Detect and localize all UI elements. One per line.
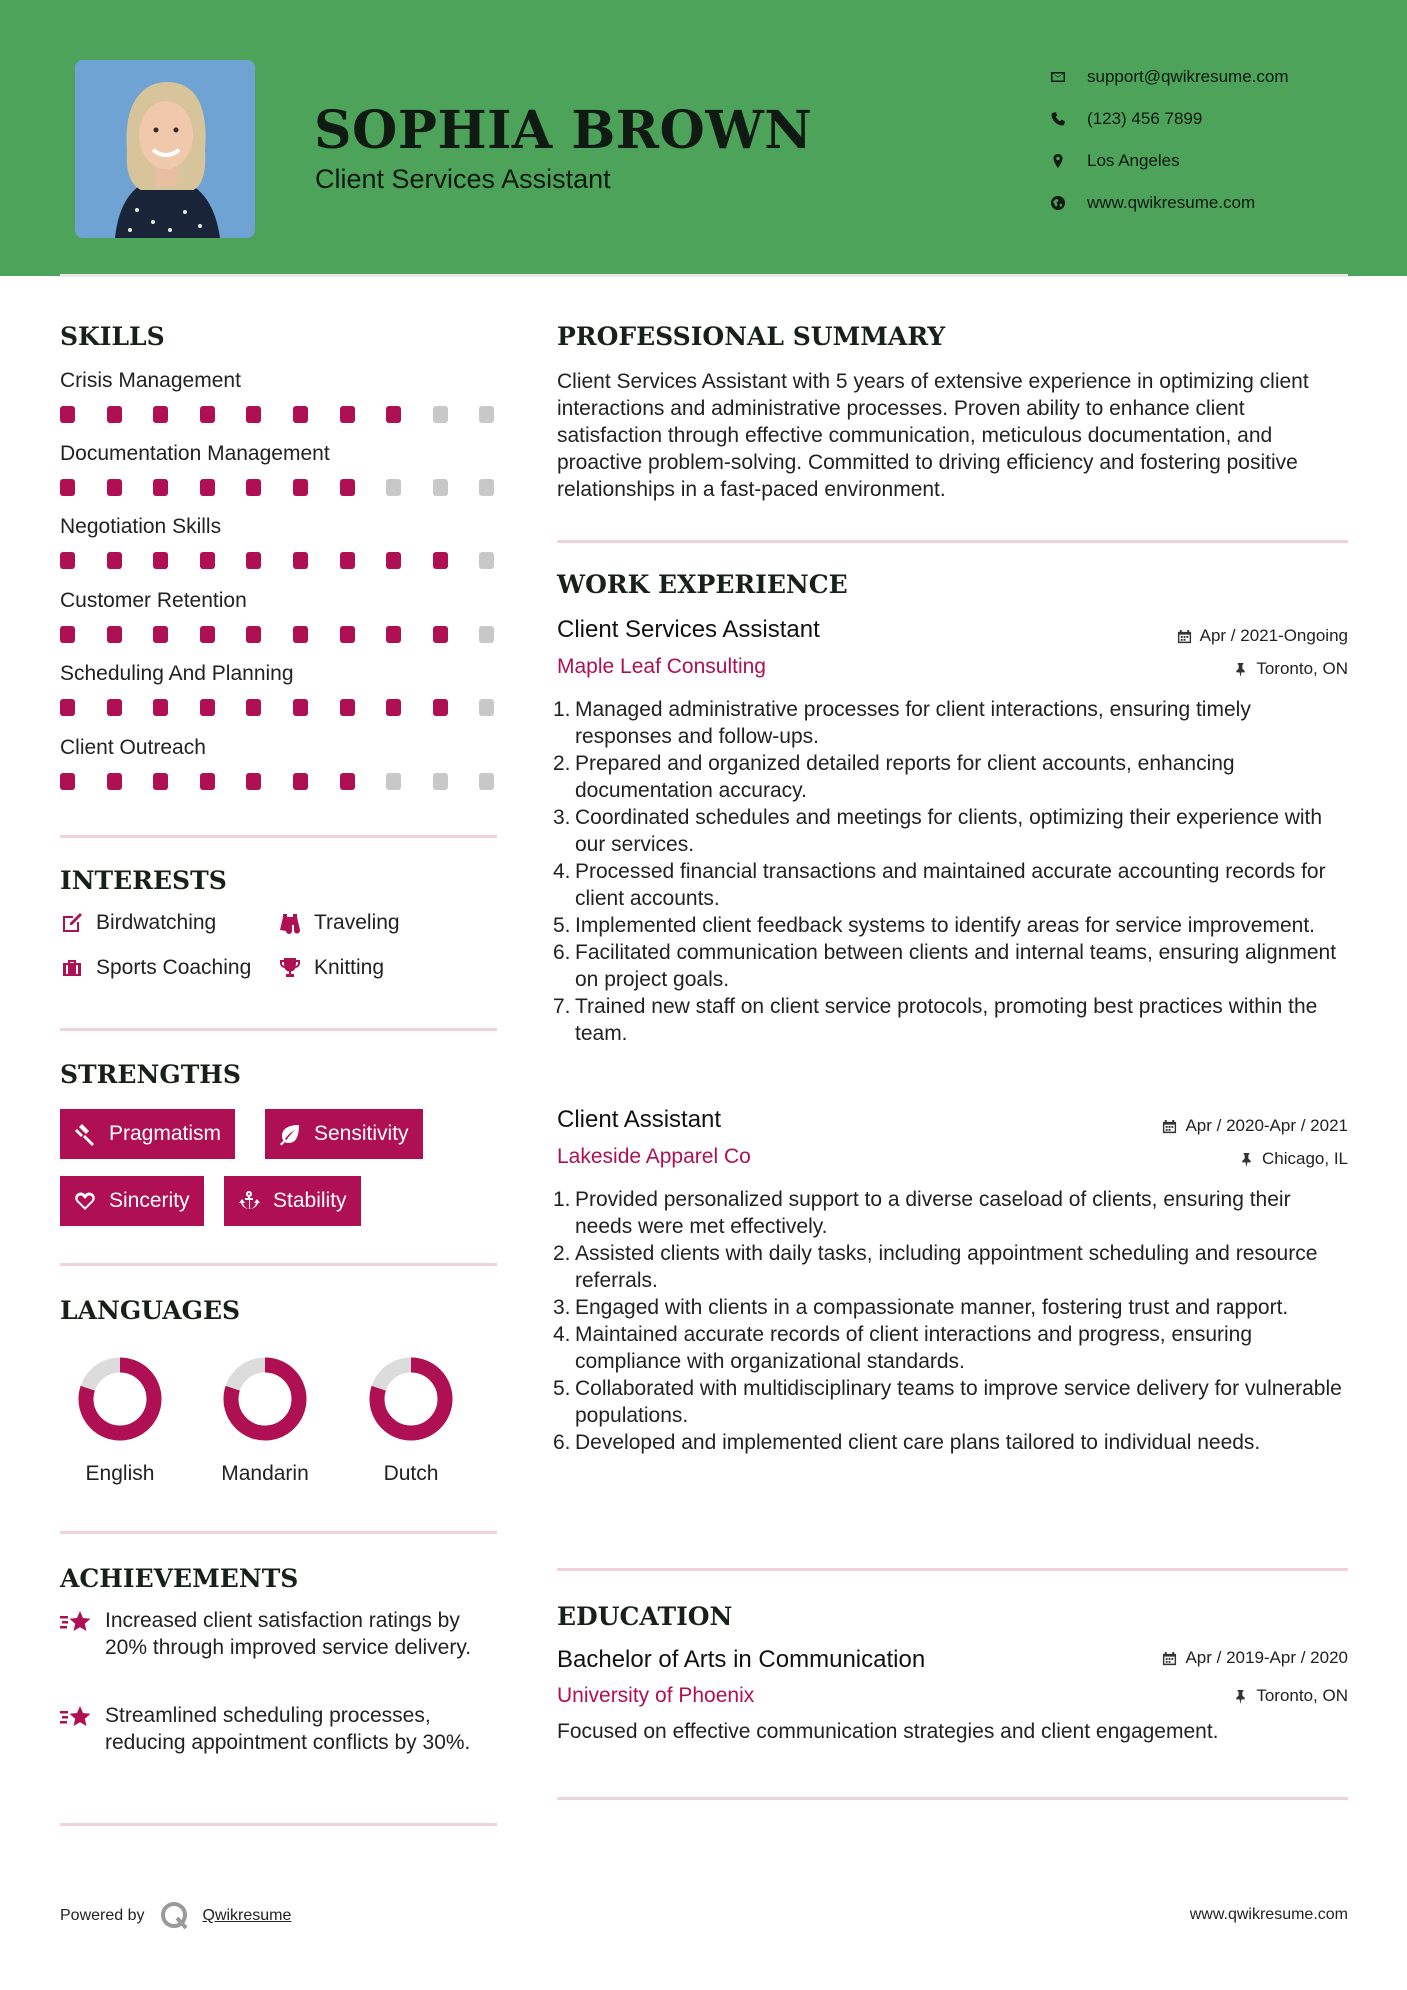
qwikresume-logo-icon — [159, 1900, 191, 1932]
responsibility-item — [553, 993, 1347, 1047]
responsibility-text: Coordinated schedules and meetings for clients, optimizing their experience with our services. — [575, 806, 1323, 856]
responsibility-number: 3. — [553, 1296, 571, 1319]
gavel-icon — [73, 1122, 97, 1146]
skill-dot-filled — [107, 626, 122, 643]
pushpin-icon — [1233, 1689, 1248, 1704]
job-dates — [1177, 626, 1348, 646]
contact-email[interactable] — [1050, 56, 1390, 98]
language-item — [195, 1356, 335, 1486]
skills-heading: SKILLS — [60, 322, 165, 351]
leaf-icon — [278, 1122, 302, 1146]
skill-dot-empty — [386, 773, 401, 790]
strength-chip — [265, 1109, 423, 1159]
achievement-item — [60, 1607, 490, 1661]
skill-dot-filled — [386, 406, 401, 423]
strength-label: Pragmatism — [109, 1122, 222, 1145]
strength-chip — [224, 1176, 361, 1226]
calendar-icon — [1162, 1119, 1177, 1134]
interest-item — [278, 956, 384, 980]
star-icon — [60, 1705, 92, 1729]
experience-heading: WORK EXPERIENCE — [557, 570, 848, 599]
responsibility-text: Assisted clients with daily tasks, including appointment scheduling and resource referrals. — [575, 1242, 1318, 1292]
education-heading: EDUCATION — [557, 1602, 733, 1631]
responsibility-text: Maintained accurate records of client interactions and progress, ensuring compliance with organizational standards. — [575, 1323, 1253, 1373]
skill-dot-filled — [107, 699, 122, 716]
skill-dot-empty — [479, 626, 494, 643]
language-donut — [368, 1356, 454, 1442]
skill-dot-filled — [60, 699, 75, 716]
responsibility-item — [553, 1429, 1347, 1456]
education-location-text: Toronto, ON — [1256, 1686, 1348, 1705]
skill-dot-filled — [386, 699, 401, 716]
skill-dot-filled — [153, 406, 168, 423]
header-banner — [0, 0, 1407, 276]
responsibility-number: 2. — [553, 1242, 571, 1265]
skill-dot-filled — [60, 479, 75, 496]
skill-dot-filled — [340, 626, 355, 643]
star-icon — [60, 1610, 92, 1634]
job-location — [1233, 659, 1348, 679]
interest-label: Knitting — [314, 956, 385, 979]
responsibility-item — [553, 1294, 1347, 1321]
candidate-role: Client Services Assistant — [315, 164, 611, 194]
skill-dot-empty — [433, 479, 448, 496]
skill-rating — [60, 773, 526, 790]
skill-dot-filled — [200, 773, 215, 790]
skill-dot-filled — [153, 552, 168, 569]
strength-chip — [60, 1176, 204, 1226]
skill-dot-filled — [246, 699, 261, 716]
skill-dot-filled — [386, 626, 401, 643]
education-dates-text: Apr / 2019-Apr / 2020 — [1185, 1648, 1348, 1667]
skill-dot-filled — [246, 406, 261, 423]
strength-chip — [60, 1109, 235, 1159]
skill-dot-filled — [60, 406, 75, 423]
job-responsibilities — [553, 1186, 1347, 1456]
skill-dot-empty — [386, 479, 401, 496]
skill-dot-filled — [433, 699, 448, 716]
job-dates-text: Apr / 2020-Apr / 2021 — [1185, 1116, 1348, 1135]
interest-label: Traveling — [314, 911, 400, 934]
skill-dot-filled — [107, 773, 122, 790]
skill-dot-filled — [153, 626, 168, 643]
responsibility-number: 4. — [553, 1323, 571, 1346]
responsibility-item — [553, 750, 1347, 804]
skill-dot-empty — [479, 479, 494, 496]
responsibility-item — [553, 1375, 1347, 1429]
responsibility-item — [553, 1186, 1347, 1240]
job-responsibilities — [553, 696, 1347, 1047]
responsibility-text: Developed and implemented client care plans tailored to individual needs. — [575, 1431, 1261, 1454]
interest-item — [60, 956, 251, 980]
anchor-icon — [237, 1189, 261, 1213]
skill-rating — [60, 479, 526, 496]
languages-heading: LANGUAGES — [60, 1296, 241, 1325]
responsibility-text: Processed financial transactions and maintained accurate accounting records for client accounts. — [575, 860, 1326, 910]
skill-dot-filled — [200, 479, 215, 496]
pencil-icon — [60, 911, 84, 935]
job-location — [1239, 1149, 1348, 1169]
responsibility-number: 5. — [553, 1377, 571, 1400]
responsibility-number: 2. — [553, 752, 571, 775]
skill-dot-filled — [153, 773, 168, 790]
header-divider — [60, 274, 1348, 277]
skill-dot-filled — [246, 479, 261, 496]
education-description: Focused on effective communication strategies and client engagement. — [557, 1720, 1219, 1743]
skill-dot-filled — [340, 479, 355, 496]
language-donut — [222, 1356, 308, 1442]
school-name: University of Phoenix — [557, 1684, 755, 1707]
contact-email-text: support@qwikresume.com — [1087, 67, 1289, 86]
company-name: Lakeside Apparel Co — [557, 1145, 751, 1168]
skill-dot-filled — [340, 773, 355, 790]
responsibility-text: Prepared and organized detailed reports for client accounts, enhancing documentation accuracy. — [575, 752, 1235, 802]
interest-item — [60, 911, 216, 935]
job-location-text: Toronto, ON — [1256, 659, 1348, 678]
skill-rating — [60, 626, 526, 643]
powered-by-text: Powered by — [60, 1907, 145, 1924]
interests-heading: INTERESTS — [60, 866, 227, 895]
responsibility-item — [553, 804, 1347, 858]
responsibility-text: Implemented client feedback systems to identify areas for service improvement. — [575, 914, 1315, 937]
skill-dot-filled — [293, 626, 308, 643]
responsibility-number: 6. — [553, 1431, 571, 1454]
responsibility-text: Provided personalized support to a diverse caseload of clients, ensuring their needs were met effectively. — [575, 1188, 1291, 1238]
skill-dot-filled — [433, 626, 448, 643]
skill-dot-filled — [107, 479, 122, 496]
language-item — [50, 1356, 190, 1486]
location-pin-icon — [1050, 153, 1087, 169]
skill-dot-empty — [479, 699, 494, 716]
responsibility-item — [553, 1240, 1347, 1294]
summary-heading: PROFESSIONAL SUMMARY — [557, 322, 946, 351]
skill-rating — [60, 406, 526, 423]
contact-location-text: Los Angeles — [1087, 151, 1180, 170]
skill-dot-filled — [107, 552, 122, 569]
skill-dot-filled — [153, 699, 168, 716]
section-divider — [557, 1568, 1348, 1571]
skill-dot-filled — [153, 479, 168, 496]
skill-dot-filled — [60, 626, 75, 643]
job-dates — [1162, 1116, 1348, 1136]
skill-dot-filled — [107, 406, 122, 423]
skill-rating — [60, 552, 526, 569]
education-location — [1233, 1686, 1348, 1706]
skill-dot-filled — [200, 699, 215, 716]
responsibility-text: Facilitated communication between clients and internal teams, ensuring alignment on project goals. — [575, 941, 1337, 991]
education-dates — [1162, 1648, 1348, 1668]
section-divider — [557, 1797, 1348, 1800]
skill-dot-filled — [340, 699, 355, 716]
skill-dot-filled — [386, 552, 401, 569]
job-dates-text: Apr / 2021-Ongoing — [1199, 626, 1348, 645]
footer-website-link[interactable]: www.qwikresume.com — [1189, 1906, 1348, 1923]
contact-location — [1050, 140, 1390, 182]
achievement-item — [60, 1702, 490, 1756]
responsibility-number: 6. — [553, 941, 571, 964]
section-divider — [60, 1263, 497, 1266]
responsibility-item — [553, 939, 1347, 993]
skill-name: Scheduling And Planning — [60, 662, 294, 685]
contact-phone[interactable] — [1050, 98, 1390, 140]
achievements-heading: ACHIEVEMENTS — [60, 1564, 299, 1593]
trophy-icon — [278, 956, 302, 980]
responsibility-item — [553, 912, 1347, 939]
briefcase-icon — [60, 956, 84, 980]
section-divider — [60, 835, 497, 838]
skill-dot-filled — [340, 552, 355, 569]
strength-label: Sincerity — [109, 1189, 190, 1212]
skill-name: Client Outreach — [60, 736, 206, 759]
responsibility-number: 5. — [553, 914, 571, 937]
responsibility-item — [553, 858, 1347, 912]
skill-dot-filled — [200, 552, 215, 569]
skill-dot-filled — [293, 406, 308, 423]
company-name: Maple Leaf Consulting — [557, 655, 766, 678]
responsibility-number: 7. — [553, 995, 571, 1018]
section-divider — [60, 1028, 497, 1031]
contact-phone-text: (123) 456 7899 — [1087, 109, 1203, 128]
section-divider — [60, 1823, 497, 1826]
responsibility-number: 1. — [553, 698, 571, 721]
language-item — [341, 1356, 481, 1486]
contact-list — [1050, 56, 1390, 224]
skill-dot-empty — [479, 552, 494, 569]
qwikresume-link[interactable]: Qwikresume — [202, 1907, 292, 1924]
heart-icon — [73, 1189, 97, 1213]
profile-photo-illustration — [75, 60, 255, 238]
skill-dot-filled — [200, 626, 215, 643]
job-title: Client Assistant — [557, 1106, 722, 1133]
language-donut — [77, 1356, 163, 1442]
calendar-icon — [1162, 1651, 1177, 1666]
section-divider — [60, 1531, 497, 1534]
strength-label: Sensitivity — [314, 1122, 409, 1145]
skill-dot-filled — [246, 773, 261, 790]
candidate-name: SOPHIA BROWN — [314, 100, 813, 161]
skill-rating — [60, 699, 526, 716]
skill-dot-filled — [200, 406, 215, 423]
interest-label: Sports Coaching — [96, 956, 252, 979]
skill-dot-filled — [293, 479, 308, 496]
skill-dot-filled — [293, 773, 308, 790]
degree-title: Bachelor of Arts in Communication — [557, 1646, 926, 1673]
achievement-text: Streamlined scheduling processes, reducing appointment conflicts by 30%. — [105, 1704, 471, 1754]
language-name: Mandarin — [221, 1462, 309, 1485]
contact-website-text: www.qwikresume.com — [1087, 193, 1256, 212]
skill-dot-empty — [479, 406, 494, 423]
skill-dot-filled — [246, 626, 261, 643]
responsibility-number: 3. — [553, 806, 571, 829]
skill-dot-filled — [60, 773, 75, 790]
responsibility-text: Trained new staff on client service protocols, promoting best practices within the team. — [575, 995, 1318, 1045]
strengths-heading: STRENGTHS — [60, 1060, 241, 1089]
skill-name: Negotiation Skills — [60, 515, 222, 538]
skill-dot-empty — [433, 406, 448, 423]
job-title: Client Services Assistant — [557, 616, 820, 643]
skill-dot-filled — [340, 406, 355, 423]
section-divider — [557, 540, 1348, 543]
contact-website[interactable] — [1050, 182, 1390, 224]
skill-name: Documentation Management — [60, 442, 330, 465]
responsibility-item — [553, 1321, 1347, 1375]
pushpin-icon — [1233, 662, 1248, 677]
job-location-text: Chicago, IL — [1262, 1149, 1348, 1168]
skill-dot-filled — [293, 552, 308, 569]
interest-label: Birdwatching — [96, 911, 217, 934]
responsibility-text: Engaged with clients in a compassionate manner, fostering trust and rapport. — [575, 1296, 1289, 1319]
language-name: Dutch — [383, 1462, 439, 1485]
profile-photo — [75, 60, 255, 238]
phone-icon — [1050, 111, 1087, 127]
envelope-icon — [1050, 69, 1087, 85]
responsibility-number: 1. — [553, 1188, 571, 1211]
skill-dot-empty — [433, 773, 448, 790]
achievement-text: Increased client satisfaction ratings by 20% through improved service delivery. — [105, 1609, 472, 1659]
skill-dot-filled — [293, 699, 308, 716]
skill-name: Crisis Management — [60, 369, 241, 392]
skill-dot-filled — [60, 552, 75, 569]
skill-dot-filled — [433, 552, 448, 569]
language-name: English — [85, 1462, 155, 1485]
skill-name: Customer Retention — [60, 589, 247, 612]
skill-dot-filled — [246, 552, 261, 569]
responsibility-number: 4. — [553, 860, 571, 883]
pushpin-icon — [1239, 1152, 1254, 1167]
footer-powered-by — [60, 1900, 291, 1932]
interest-item — [278, 911, 400, 935]
responsibility-text: Collaborated with multidisciplinary teams to improve service delivery for vulnerable populations. — [575, 1377, 1342, 1427]
calendar-icon — [1177, 629, 1192, 644]
responsibility-text: Managed administrative processes for client interactions, ensuring timely responses and follow-ups. — [575, 698, 1251, 748]
strength-label: Stability — [273, 1189, 347, 1212]
skill-dot-empty — [479, 773, 494, 790]
binoculars-icon — [278, 911, 302, 935]
summary-text: Client Services Assistant with 5 years of extensive experience in optimizing client interactions and administrative processes. Proven ability to enhance client satisfaction through effective communication, meticulous documentation, and proactive problem-solving. Committed to driving efficiency and fostering positive relationships in a fast-paced environment. — [557, 370, 1309, 501]
responsibility-item — [553, 696, 1347, 750]
globe-icon — [1050, 195, 1087, 211]
